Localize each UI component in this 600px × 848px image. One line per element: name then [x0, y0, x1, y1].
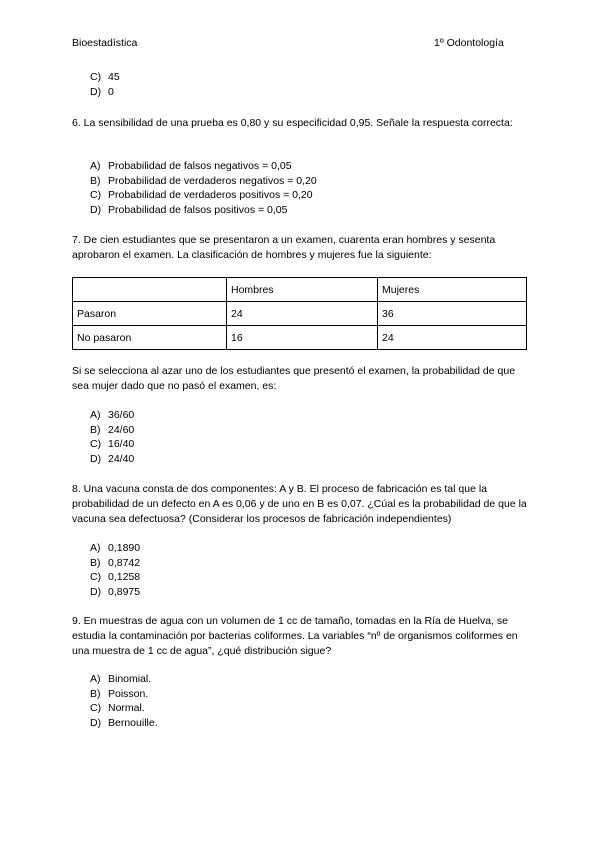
- q6-text: 6. La sensibilidad de una prueba es 0,80 y su especificidad 0,95. Señale la respuesta correcta:: [72, 117, 513, 129]
- list-item: B) 0,8742: [90, 556, 141, 569]
- table-header-row: [73, 278, 527, 302]
- q6-options: [90, 159, 317, 218]
- list-item: C) Probabilidad de verdaderos positivos = 0,20: [90, 189, 313, 202]
- table-cell: 36: [378, 302, 527, 326]
- list-item: D) Bernouille.: [90, 717, 158, 730]
- list-item: D) 24/40: [90, 453, 135, 466]
- q9-text: 9. En muestras de agua con un volumen de 1 cc de tamaño, tomadas en la Ría de Huelva, se estudia la contaminación por bacterias coliformes. La variables “nº de organismos coliformes en una muestra de 1 cc de agua”, ¿qué distribución sigue?: [72, 615, 518, 657]
- table-cell: Pasaron: [73, 302, 227, 326]
- list-item: D) Probabilidad de falsos positivos = 0,05: [90, 204, 288, 217]
- q5-options: [90, 70, 120, 99]
- q9-options: [90, 672, 158, 731]
- q7-table: [72, 277, 527, 350]
- list-item: D) 0: [90, 85, 114, 98]
- q8-text: 8. Una vacuna consta de dos componentes: A y B. El proceso de fabricación es tal que la probabilidad de un defecto en A es 0,06 y de uno en B es 0,07. ¿Cúal es la probabilidad de que la vacuna sea defectuosa? (Considerar los procesos de fabricación independientes): [72, 483, 527, 525]
- list-item: C) 0,1258: [90, 571, 141, 584]
- table-row: [73, 302, 527, 326]
- header-course: 1º Odontología: [434, 37, 504, 49]
- list-item: B) 24/60: [90, 423, 135, 436]
- list-item: A) 0,1890: [90, 542, 141, 554]
- list-item: C) 45: [90, 71, 120, 83]
- list-item: C) 16/40: [90, 438, 135, 451]
- table-cell: 16: [227, 326, 378, 350]
- table-header-mujeres: Mujeres: [378, 278, 527, 302]
- q7-question: Si se selecciona al azar uno de los estudiantes que presentó el examen, la probabilidad de que sea mujer dado que no pasó el examen, es:: [72, 365, 516, 392]
- list-item: A) 36/60: [90, 409, 135, 421]
- list-item: B) Poisson.: [90, 687, 149, 700]
- q7-text: 7. De cien estudiantes que se presentaron a un examen, cuarenta eran hombres y sesenta aprobaron el examen. La clasificación de hombres y mujeres fue la siguiente:: [72, 234, 496, 261]
- list-item: C) Normal.: [90, 702, 145, 715]
- list-item: A) Probabilidad de falsos negativos = 0,05: [90, 160, 292, 172]
- list-item: A) Binomial.: [90, 673, 152, 685]
- table-cell: 24: [227, 302, 378, 326]
- table-header-hombres: Hombres: [227, 278, 378, 302]
- table-row: [73, 326, 527, 350]
- list-item: B) Probabilidad de verdaderos negativos = 0,20: [90, 174, 317, 187]
- table-cell: 24: [378, 326, 527, 350]
- header-subject: Bioestadística: [72, 37, 138, 49]
- table-cell: No pasaron: [73, 326, 227, 350]
- q7-options: [90, 408, 134, 467]
- list-item: D) 0,8975: [90, 586, 141, 599]
- q8-options: [90, 541, 140, 600]
- table-cell: [73, 278, 227, 302]
